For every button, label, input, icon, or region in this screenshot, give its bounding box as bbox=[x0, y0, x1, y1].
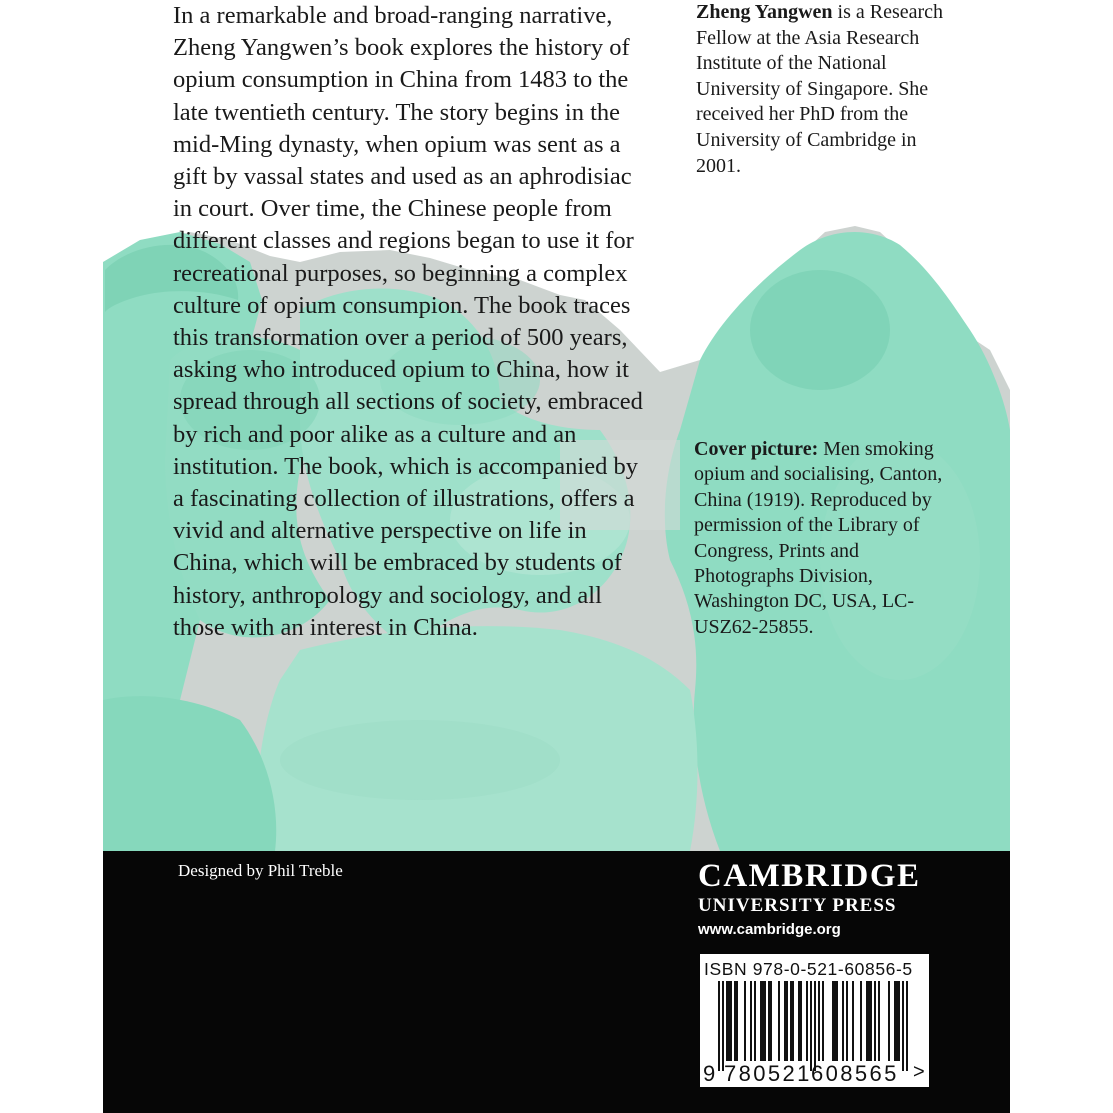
author-bio-line1-rest: is a Research bbox=[832, 1, 944, 23]
barcode-bar bbox=[726, 981, 728, 1061]
barcode-bar bbox=[760, 981, 762, 1061]
barcode-bar bbox=[814, 981, 816, 1071]
barcode-bar bbox=[846, 981, 848, 1061]
blurb-line: Zheng Yangwen’s book explores the history of bbox=[173, 34, 630, 62]
cover-footer bbox=[103, 851, 1010, 1113]
blurb-line: China, which will be embraced by students of bbox=[173, 549, 623, 577]
credit-label: Cover picture: bbox=[694, 438, 819, 460]
author-bio bbox=[696, 0, 986, 179]
barcode-bar bbox=[878, 981, 880, 1061]
author-bio-line: University of Cambridge in bbox=[696, 128, 917, 151]
barcode-bar bbox=[730, 981, 732, 1061]
blurb-line: in court. Over time, the Chinese people from bbox=[173, 195, 612, 223]
barcode-bar bbox=[806, 981, 808, 1061]
barcode-bar bbox=[874, 981, 876, 1061]
barcode-bar bbox=[798, 981, 800, 1061]
barcode-bar bbox=[818, 981, 820, 1061]
blurb-line: mid-Ming dynasty, when opium was sent as a bbox=[173, 130, 621, 158]
barcode-bar bbox=[860, 981, 862, 1061]
credit-line: USZ62-25855. bbox=[694, 615, 814, 638]
barcode-bar bbox=[770, 981, 772, 1061]
author-bio-line: received her PhD from the bbox=[696, 103, 909, 126]
blurb-line: by rich and poor alike as a culture and an bbox=[173, 420, 577, 448]
blurb-line: opium consumption in China from 1483 to the bbox=[173, 66, 629, 94]
barcode-bar bbox=[790, 981, 792, 1061]
author-bio-line bbox=[696, 0, 986, 26]
barcode-bar bbox=[728, 981, 730, 1061]
blurb-line: vivid and alternative perspective on life in bbox=[173, 517, 587, 545]
barcode-bar bbox=[842, 981, 844, 1061]
barcode-bar bbox=[822, 981, 824, 1061]
blurb-line: this transformation over a period of 500 years, bbox=[173, 324, 628, 352]
author-bio-line: 2001. bbox=[696, 154, 741, 177]
publisher-url: www.cambridge.org bbox=[698, 921, 841, 938]
barcode-bar bbox=[866, 981, 868, 1061]
cover-picture-credit bbox=[694, 437, 994, 640]
barcode-bar bbox=[898, 981, 900, 1061]
barcode-bar bbox=[906, 981, 908, 1071]
barcode-bar bbox=[754, 981, 756, 1061]
blurb-line: different classes and regions began to use it for bbox=[173, 227, 634, 255]
credit-line: Photographs Division, bbox=[694, 565, 873, 588]
book-blurb bbox=[173, 0, 673, 644]
barcode-bar bbox=[734, 981, 736, 1061]
photo-shade-5 bbox=[280, 720, 560, 800]
publisher-name: CAMBRIDGE bbox=[698, 858, 921, 894]
blurb-line: those with an interest in China. bbox=[173, 613, 478, 641]
barcode-bar bbox=[778, 981, 780, 1061]
barcode-bar bbox=[744, 981, 746, 1061]
barcode-bar bbox=[762, 981, 764, 1061]
credit-line: Congress, Prints and bbox=[694, 539, 859, 562]
blurb-line: asking who introduced opium to China, how it bbox=[173, 356, 629, 384]
blurb-line: recreational purposes, so beginning a complex bbox=[173, 259, 628, 287]
barcode-bar bbox=[852, 981, 854, 1061]
barcode-bar bbox=[832, 981, 834, 1061]
author-name: Zheng Yangwen bbox=[696, 1, 833, 23]
blurb-line: history, anthropology and sociology, and all bbox=[173, 581, 602, 609]
barcode-bar bbox=[902, 981, 904, 1071]
barcode-bar bbox=[870, 981, 872, 1061]
blurb-line: a fascinating collection of illustrations, offers a bbox=[173, 485, 635, 513]
barcode-bar bbox=[888, 981, 890, 1061]
barcode-bar bbox=[800, 981, 802, 1061]
blurb-line: institution. The book, which is accompanied by bbox=[173, 452, 638, 480]
photo-shade-3 bbox=[750, 270, 890, 390]
barcode-bar bbox=[750, 981, 752, 1061]
credit-line: opium and socialising, Canton, bbox=[694, 463, 943, 486]
author-bio-line: Fellow at the Asia Research bbox=[696, 26, 920, 49]
credit-line bbox=[694, 437, 994, 462]
isbn-barcode bbox=[700, 954, 929, 1087]
ean-first-digit: 9 bbox=[703, 1061, 716, 1086]
ean-right-digits: 608565 bbox=[811, 1061, 899, 1086]
publisher-subname: UNIVERSITY PRESS bbox=[698, 895, 897, 916]
author-bio-line: Institute of the National bbox=[696, 52, 887, 75]
barcode-bar bbox=[792, 981, 794, 1061]
barcode-bar bbox=[868, 981, 870, 1061]
barcode-bar bbox=[894, 981, 896, 1061]
barcode-bar bbox=[768, 981, 770, 1061]
barcode-bar bbox=[836, 981, 838, 1061]
barcode-bar bbox=[786, 981, 788, 1061]
designer-credit: Designed by Phil Treble bbox=[178, 861, 343, 880]
blurb-line: In a remarkable and broad-ranging narrative, bbox=[173, 2, 613, 29]
barcode-bar bbox=[718, 981, 720, 1071]
barcode-bar bbox=[722, 981, 724, 1071]
blurb-line: late twentieth century. The story begins in the bbox=[173, 98, 621, 126]
barcode-bar bbox=[736, 981, 738, 1061]
credit-line1-rest: Men smoking bbox=[818, 438, 934, 460]
credit-line: permission of the Library of bbox=[694, 514, 920, 537]
ean-left-digits: 780521 bbox=[724, 1061, 812, 1086]
barcode-bar bbox=[764, 981, 766, 1061]
barcode-bar bbox=[810, 981, 812, 1071]
barcode-bar bbox=[896, 981, 898, 1061]
blurb-line: spread through all sections of society, embraced bbox=[173, 388, 643, 416]
barcode-bar bbox=[834, 981, 836, 1061]
barcode-bar bbox=[784, 981, 786, 1061]
credit-line: China (1919). Reproduced by bbox=[694, 488, 932, 511]
credit-line: Washington DC, USA, LC- bbox=[694, 590, 915, 613]
ean-quiet-zone-marker: > bbox=[913, 1061, 925, 1083]
author-bio-line: University of Singapore. She bbox=[696, 77, 929, 100]
publisher-logo bbox=[698, 857, 938, 943]
blurb-line: culture of opium consumpion. The book traces bbox=[173, 291, 631, 319]
blurb-line: gift by vassal states and used as an aphrodisiac bbox=[173, 163, 632, 191]
isbn-label: ISBN 978-0-521-60856-5 bbox=[704, 959, 913, 979]
